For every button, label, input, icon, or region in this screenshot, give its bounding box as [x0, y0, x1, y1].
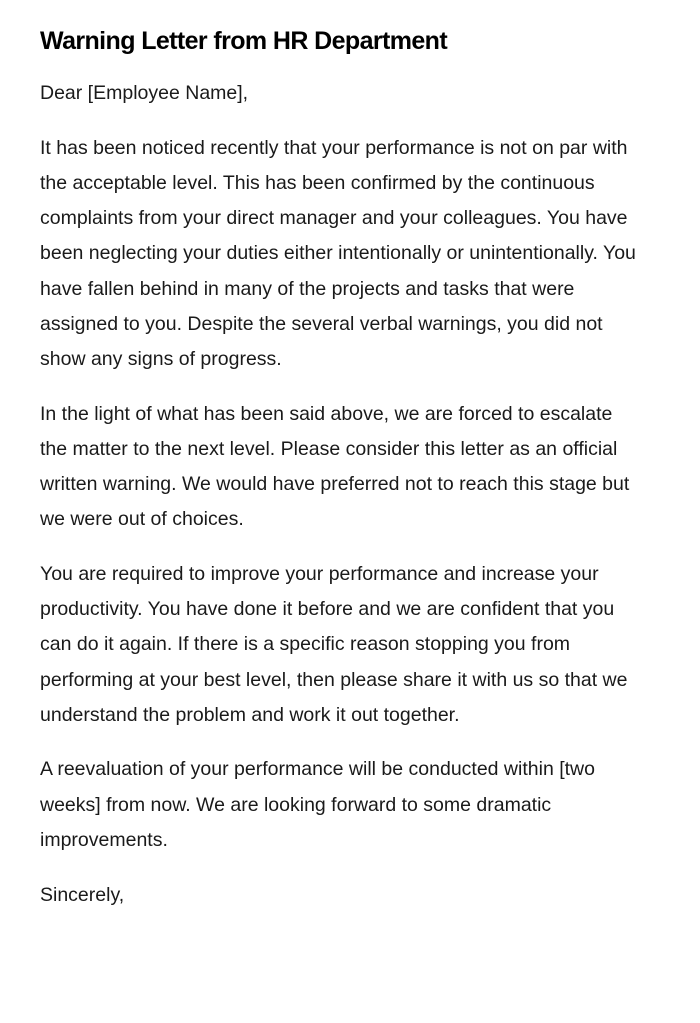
letter-document	[40, 24, 640, 913]
letter-closing: Sincerely,	[40, 883, 125, 906]
letter-salutation: Dear [Employee Name],	[40, 82, 249, 104]
letter-paragraph-3: You are required to improve your performance and increase your productivity. You have done it before and we are confident that you can do it again. If there is a specific reason stopping you from performing at your best level, then please share it with us so that we understand the problem and work it out together.	[40, 562, 628, 726]
letter-paragraph-1: It has been noticed recently that your performance is not on par with the acceptable level. This has been confirmed by the continuous complaints from your direct manager and your colleagues. You have been neglecting your duties either intentionally or unintentionally. You have fallen behind in many of the projects and tasks that were assigned to you. Despite the several verbal warnings, you did not show any signs of progress.	[40, 136, 636, 370]
letter-paragraph-4: A reevaluation of your performance will be conducted within [two weeks] from now. We are looking forward to some dramatic improvements.	[40, 758, 595, 851]
letter-title: Warning Letter from HR Department	[40, 27, 448, 55]
letter-paragraph-2: In the light of what has been said above, we are forced to escalate the matter to the next level. Please consider this letter as an official written warning. We would have preferred not to reach this stage but we were out of choices.	[40, 402, 630, 531]
